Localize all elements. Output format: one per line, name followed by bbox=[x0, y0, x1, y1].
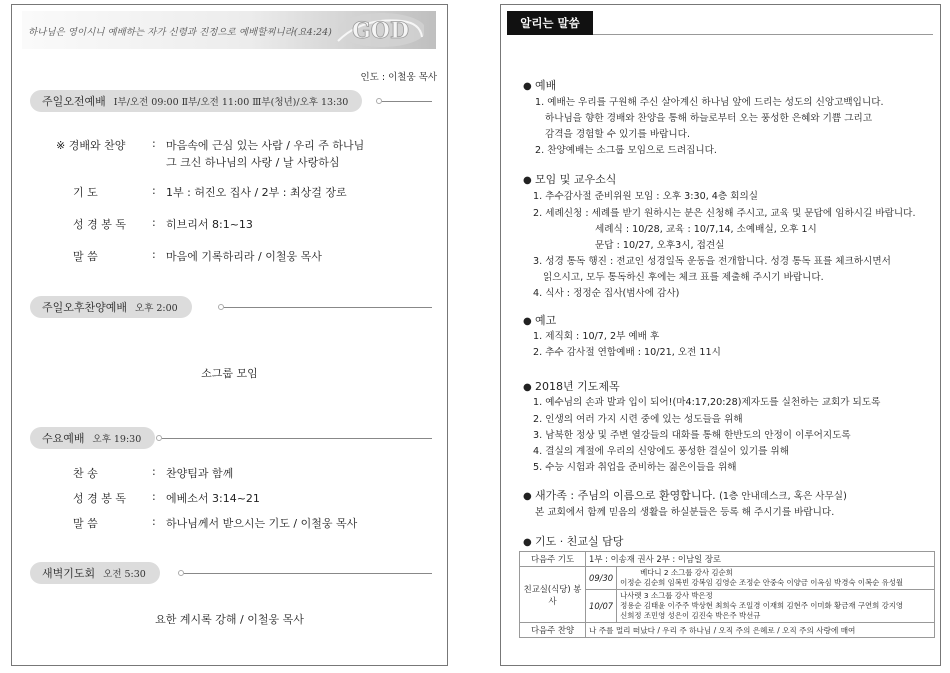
news-line: 4. 식사 : 정정순 집사(범사에 감사) bbox=[533, 288, 680, 299]
worship-line: 하나님을 향한 경배와 찬양을 통해 하늘로부터 오는 풍성한 은혜와 기쁨 그리고 bbox=[545, 113, 873, 124]
heading-worship: ● 예배 bbox=[523, 79, 557, 92]
logo-text: GOD bbox=[352, 18, 410, 44]
bullet-icon: ● bbox=[523, 81, 532, 92]
table-row bbox=[520, 552, 935, 567]
prayer-line: 4. 결실의 계절에 우리의 신앙에도 풍성한 결실이 있기를 위해 bbox=[533, 446, 789, 457]
order-row-sermon: 말 씀 : 하나님께서 받으시는 기도 / 이철웅 목사 bbox=[73, 515, 358, 530]
section-title: 새벽기도회 bbox=[42, 567, 96, 580]
next-prayer-label: 다음주 기도 bbox=[520, 552, 586, 567]
section-time: 오전 5:30 bbox=[103, 569, 146, 580]
next-praise-label: 다음주 찬양 bbox=[520, 623, 586, 638]
news-line: 2. 세례신청 : 세례를 받기 원하시는 분은 신청해 주시고, 교육 및 문답에 임하시길 바랍니다. bbox=[533, 208, 916, 219]
section-times: Ⅰ부/오전 09:00 Ⅱ부/오전 11:00 Ⅲ부(청년)/오후 13:30 bbox=[113, 97, 349, 108]
duty-table bbox=[519, 551, 935, 638]
news-line: 3. 성경 통독 행진 : 전교인 성경일독 운동을 전개합니다. 성경 통독 표를 체크하시면서 bbox=[533, 256, 891, 267]
worship-order-page bbox=[11, 4, 448, 666]
preview-line: 1. 제직회 : 10/7, 2부 예배 후 bbox=[533, 331, 660, 342]
section-divider bbox=[162, 438, 432, 439]
section-divider bbox=[224, 307, 432, 308]
bullet-icon: ● bbox=[523, 175, 532, 186]
fellowship-members: 나사렛 3 소그룹 강사 박은정 정용순 김태윤 이주주 박상현 최희숙 조일경 이재희 김현주 이미화 황금재 구연희 강지영 신희정 조민영 성은이 김진숙 박은주 박선규 bbox=[617, 590, 935, 623]
section-divider bbox=[382, 101, 432, 102]
order-row-sermon: 말 씀 : 마음에 기록하리라 / 이철웅 목사 bbox=[73, 248, 322, 263]
heading-preview: ● 예고 bbox=[523, 314, 557, 327]
table-row bbox=[520, 567, 935, 590]
section-header-dawn bbox=[30, 562, 432, 584]
announcements-page bbox=[500, 4, 941, 666]
order-row-prayer: 기 도 : 1부 : 허진오 집사 / 2부 : 최상걸 장로 bbox=[73, 184, 347, 199]
section-title: 수요예배 bbox=[42, 432, 85, 445]
order-row-praise: ※ 경배와 찬양 : 마음속에 근심 있는 사람 / 우리 주 하나님 bbox=[56, 137, 365, 152]
section-divider bbox=[184, 573, 432, 574]
worship-line: 1. 예배는 우리를 구원해 주신 살아계신 하나님 앞에 드리는 성도의 신앙고백입니다. bbox=[535, 97, 884, 108]
section-title: 주일오전예배 bbox=[42, 95, 106, 108]
bullet-icon: ● bbox=[523, 491, 532, 502]
tab-divider bbox=[593, 34, 933, 35]
section-title: 주일오후찬양예배 bbox=[42, 301, 128, 314]
section-header-afternoon bbox=[30, 296, 432, 318]
leader-label: 인도 : 이철웅 목사 bbox=[360, 72, 437, 83]
fellowship-date: 09/30 bbox=[586, 567, 617, 590]
prayer-line: 2. 인생의 여러 가지 시련 중에 있는 성도들을 위해 bbox=[533, 414, 743, 425]
news-line: 문답 : 10/27, 오후3시, 접견실 bbox=[595, 240, 725, 251]
section-header-wednesday bbox=[30, 427, 432, 449]
next-prayer-value: 1부 : 이송재 권사 2부 : 이남일 장로 bbox=[586, 552, 935, 567]
newcomer-note: (1층 안내데스크, 혹은 사무실) bbox=[719, 491, 847, 502]
newcomer-line: 본 교회에서 함께 믿음의 생활을 하실분들은 등록 해 주시기를 바랍니다. bbox=[535, 507, 835, 518]
worship-line: 감격을 경험할 수 있기를 바랍니다. bbox=[545, 129, 690, 140]
dawn-content: 요한 계시록 강해 / 이철웅 목사 bbox=[155, 613, 304, 626]
prayer-line: 3. 남북한 정상 및 주변 열강들의 대화를 통해 한반도의 안정이 이루어지도록 bbox=[533, 430, 851, 441]
news-line: 1. 추수감사절 준비위원 모임 : 오후 3:30, 4층 회의실 bbox=[533, 191, 759, 202]
worship-line: 2. 찬양예배는 소그룹 모임으로 드려집니다. bbox=[535, 145, 717, 156]
next-praise-value: 나 주를 멀리 떠났다 / 우리 주 하나님 / 오직 주의 은혜로 / 오직 주의 사랑에 매여 bbox=[586, 623, 935, 638]
scripture-banner bbox=[22, 11, 436, 49]
fellowship-label: 친교실(식당) 봉사 bbox=[520, 567, 586, 623]
heading-news: ● 모임 및 교우소식 bbox=[523, 173, 617, 186]
god-logo-icon bbox=[332, 11, 424, 49]
bullet-icon: ● bbox=[523, 382, 532, 393]
section-header-morning bbox=[30, 90, 432, 112]
order-row-hymn: 찬 송 : 찬양팀과 함께 bbox=[73, 465, 234, 480]
afternoon-content: 소그룹 모임 bbox=[201, 367, 258, 380]
fellowship-date: 10/07 bbox=[586, 590, 617, 623]
banner-scripture-text: 하나님은 영이시니 예배하는 자가 신령과 진정으로 예배할찌니라(요4:24) bbox=[28, 27, 332, 38]
heading-newcomer: ● 새가족 : 주님의 이름으로 환영합니다. (1층 안내데스크, 혹은 사무실) bbox=[523, 489, 847, 502]
section-time: 오후 2:00 bbox=[135, 303, 178, 314]
order-row-praise-cont: 그 크신 하나님의 사랑 / 날 사랑하심 bbox=[166, 156, 340, 169]
news-line: 읽으시고, 모두 통독하신 후에는 체크 표를 제출해 주시기 바랍니다. bbox=[543, 272, 824, 283]
news-line: 세례식 : 10/28, 교육 : 10/7,14, 소예배실, 오후 1시 bbox=[595, 224, 817, 235]
fellowship-members: 베다니 2 소그룹 강사 김순희 이정순 김순희 임복빈 강복임 김영순 조정순 안중숙 이양금 이옥심 박경숙 이복순 유성월 bbox=[617, 567, 935, 590]
heading-duty: ● 기도 · 친교실 담당 bbox=[523, 535, 624, 548]
table-row bbox=[520, 623, 935, 638]
prayer-line: 5. 수능 시험과 취업을 준비하는 젊은이들을 위해 bbox=[533, 462, 737, 473]
heading-prayer: ● 2018년 기도제목 bbox=[523, 380, 620, 393]
prayer-line: 1. 예수님의 손과 발과 입이 되어!(마4:17,20:28)제자도를 실천하는 교회가 되도록 bbox=[533, 397, 881, 408]
section-time: 오후 19:30 bbox=[92, 434, 142, 445]
bullet-icon: ● bbox=[523, 537, 532, 548]
bullet-icon: ● bbox=[523, 316, 532, 327]
announcements-tab-title: 알리는 말씀 bbox=[507, 11, 593, 35]
order-row-reading: 성 경 봉 독 : 히브리서 8:1~13 bbox=[73, 216, 253, 231]
order-row-reading: 성 경 봉 독 : 에베소서 3:14~21 bbox=[73, 490, 260, 505]
preview-line: 2. 추수 감사절 연합예배 : 10/21, 오전 11시 bbox=[533, 347, 721, 358]
